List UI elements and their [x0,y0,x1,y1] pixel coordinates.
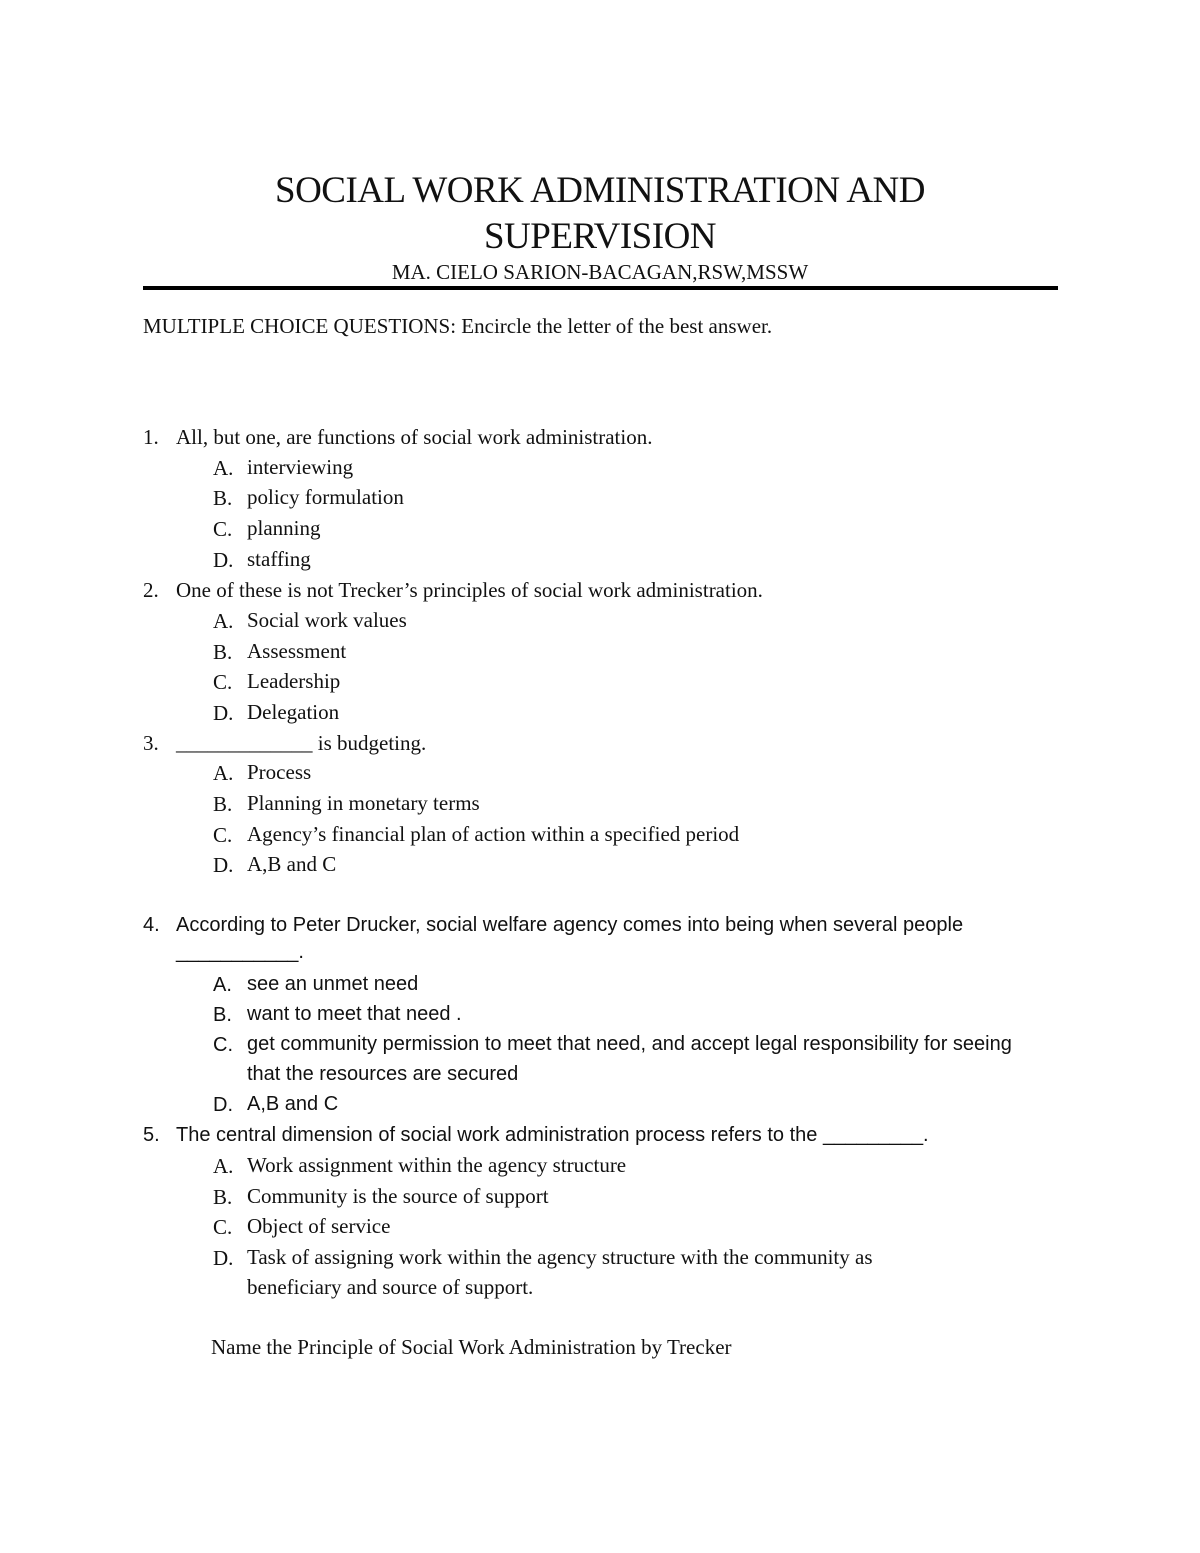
question-number: 5. [143,1124,160,1146]
option-text: Leadership [247,669,341,693]
option-letter: A. [213,456,234,480]
option-letter: D. [213,1246,234,1270]
option-text: policy formulation [247,485,404,509]
question-number: 1. [143,425,159,449]
option-text: interviewing [247,455,354,479]
instructions: MULTIPLE CHOICE QUESTIONS: Encircle the letter of the best answer. [143,314,773,338]
option-letter: A. [213,974,232,996]
option-text: Assessment [247,639,347,663]
question-text-blank: ___________. [176,941,304,963]
option-letter: B. [213,792,233,816]
option-letter: A. [213,609,234,633]
option-text: Work assignment within the agency structure [247,1153,627,1177]
document-title-line-2: SUPERVISION [483,216,717,257]
option-letter: A. [213,761,234,785]
option-letter: D. [213,701,234,725]
option-letter: C. [213,670,233,694]
document-title-line-1: SOCIAL WORK ADMINISTRATION AND [275,170,925,211]
question-text: The central dimension of social work administration process refers to the _________. [176,1124,929,1146]
option-text: planning [247,516,321,540]
option-letter: D. [213,548,234,572]
author-name: MA. CIELO SARION-BACAGAN,RSW,MSSW [391,260,809,284]
option-letter: B. [213,1004,232,1026]
option-text: Task of assigning work within the agency structure with the community as beneficiary and source of support. [247,1245,873,1299]
option-text: staffing [247,547,311,571]
option-letter: B. [213,486,233,510]
title-divider [143,286,1058,290]
option-letter: A. [213,1154,234,1178]
option-letter: C. [213,823,233,847]
option-text: Delegation [247,700,340,724]
option-text: see an unmet need [247,973,419,995]
option-text: want to meet that need . [247,1003,462,1025]
question-number: 2. [143,578,159,602]
question-text: _____________ is budgeting. [176,731,427,755]
option-letter: C. [213,1215,233,1239]
option-text: Object of service [247,1214,391,1238]
option-text: Planning in monetary terms [247,791,480,815]
closing-prompt: Name the Principle of Social Work Administration by Trecker [211,1335,732,1359]
option-letter: D. [213,1094,233,1116]
option-text: Agency’s financial plan of action within a specified period [247,822,740,846]
option-letter: B. [213,640,233,664]
option-text: Community is the source of support [247,1184,549,1208]
question-text: All, but one, are functions of social work administration. [176,425,653,449]
option-letter: B. [213,1185,233,1209]
option-letter: C. [213,517,233,541]
question-number: 3. [143,731,159,755]
option-text: Social work values [247,608,407,632]
option-letter: D. [213,853,234,877]
question-number: 4. [143,914,160,936]
option-text: A,B and C [247,1093,339,1115]
option-text: get community permission to meet that need, and accept legal responsibility for seeing that the resources are secured [247,1033,1012,1085]
question-text: According to Peter Drucker, social welfare agency comes into being when several people [176,914,964,936]
option-text: Process [247,760,312,784]
option-text: A,B and C [247,852,337,876]
question-text: One of these is not Trecker’s principles of social work administration. [176,578,763,602]
option-letter: C. [213,1034,233,1056]
